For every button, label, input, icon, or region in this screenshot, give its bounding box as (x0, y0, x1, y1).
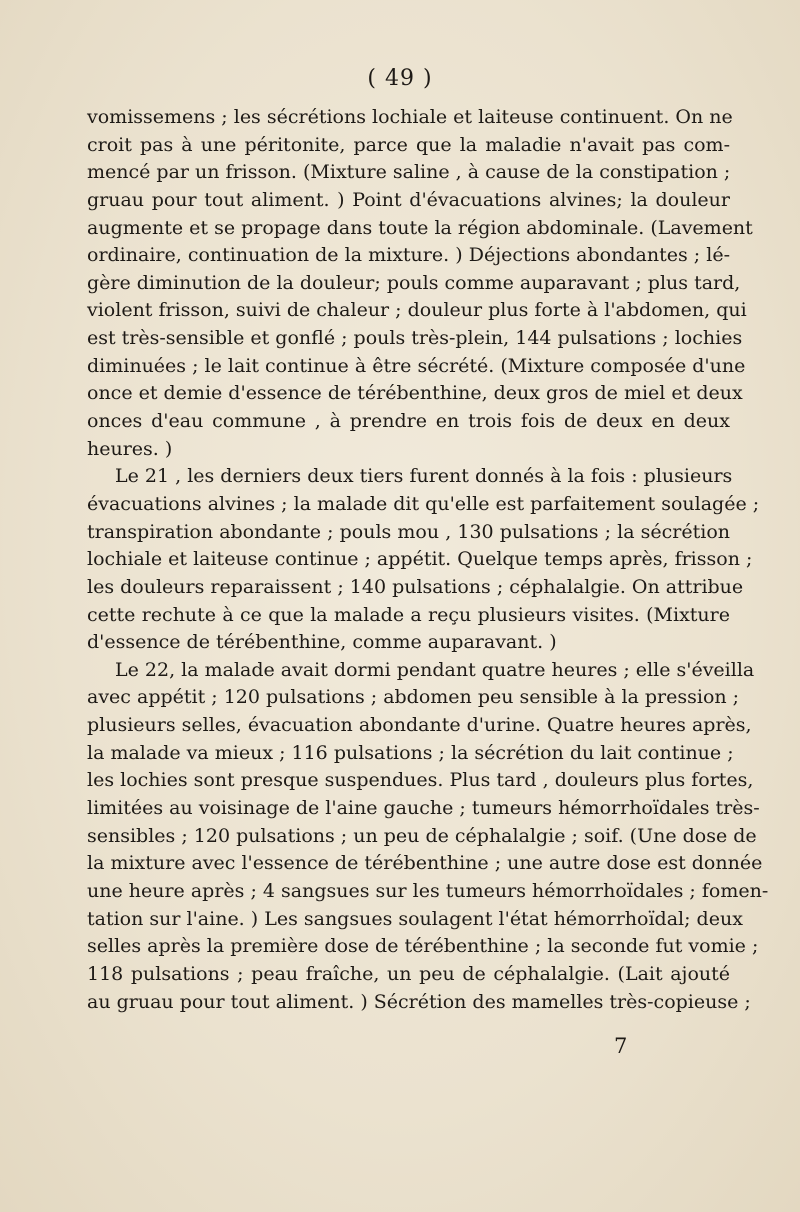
text-line: ordinaire, continuation de la mixture. ) Déjections abondantes ; lé- (87, 244, 730, 267)
text-line: croit pas à une péritonite, parce que la maladie n'avait pas com- (87, 133, 730, 156)
text-line: tation sur l'aine. ) Les sangsues soulagent l'état hémorrhoïdal; deux (87, 907, 743, 930)
text-line: est très-sensible et gonflé ; pouls très-plein, 144 pulsations ; lochies (87, 327, 743, 350)
text-line: les lochies sont presque suspendues. Plus tard , douleurs plus fortes, (87, 769, 754, 792)
text-line: avec appétit ; 120 pulsations ; abdomen peu sensible à la pression ; (87, 686, 740, 709)
text-line: transpiration abondante ; pouls mou , 130 pulsations ; la sécrétion (87, 520, 730, 543)
paragraph-end-line: heures. ) (87, 437, 173, 460)
text-line: la mixture avec l'essence de térébenthine ; une autre dose est donnée (87, 852, 763, 875)
body-text (87, 104, 769, 1016)
text-line: lochiale et laiteuse continue ; appétit. Quelque temps après, frisson ; (87, 548, 753, 571)
text-line: once et demie d'essence de térébenthine, deux gros de miel et deux (87, 382, 743, 405)
text-line: évacuations alvines ; la malade dit qu'elle est parfaitement soulagée ; (87, 492, 760, 515)
signature-mark: 7 (614, 1034, 628, 1058)
text-line: sensibles ; 120 pulsations ; un peu de céphalalgie ; soif. (Une dose de (87, 824, 757, 847)
text-line: vomissemens ; les sécrétions lochiale et laiteuse continuent. On ne (87, 106, 733, 128)
paragraph-start-line: Le 21 , les derniers deux tiers furent donnés à la fois : plusieurs (115, 465, 733, 488)
text-line: gère diminution de la douleur; pouls comme auparavant ; plus tard, (87, 271, 741, 294)
text-line: gruau pour tout aliment. ) Point d'évacuations alvines; la douleur (87, 188, 730, 211)
text-line: une heure après ; 4 sangsues sur les tumeurs hémorrhoïdales ; fomen- (87, 879, 769, 902)
paragraph-end-line: d'essence de térébenthine, comme auparavant. ) (87, 631, 557, 654)
text-line: cette rechute à ce que la malade a reçu plusieurs visites. (Mixture (87, 603, 730, 626)
text-line: augmente et se propage dans toute la région abdominale. (Lavement (87, 216, 753, 239)
paragraph-start-line: Le 22, la malade avait dormi pendant quatre heures ; elle s'éveilla (115, 658, 755, 681)
text-line: onces d'eau commune , à prendre en trois fois de deux en deux (87, 410, 730, 433)
text-line: 118 pulsations ; peau fraîche, un peu de céphalalgie. (Lait ajouté (87, 962, 730, 985)
text-line: mencé par un frisson. (Mixture saline , à cause de la constipation ; (87, 161, 731, 184)
text-line: au gruau pour tout aliment. ) Sécrétion des mamelles très-copieuse ; (87, 990, 751, 1013)
text-line: les douleurs reparaissent ; 140 pulsations ; céphalalgie. On attribue (87, 575, 744, 598)
text-line: limitées au voisinage de l'aine gauche ; tumeurs hémorrhoïdales très- (87, 797, 760, 820)
text-line: la malade va mieux ; 116 pulsations ; la sécrétion du lait continue ; (87, 741, 734, 764)
text-line: selles après la première dose de térébenthine ; la seconde fut vomie ; (87, 935, 759, 958)
text-line: plusieurs selles, évacuation abondante d'urine. Quatre heures après, (87, 714, 752, 737)
text-line: diminuées ; le lait continue à être sécrété. (Mixture composée d'une (87, 354, 746, 377)
page-number: ( 49 ) (367, 66, 433, 91)
text-line: violent frisson, suivi de chaleur ; douleur plus forte à l'abdomen, qui (87, 299, 747, 322)
